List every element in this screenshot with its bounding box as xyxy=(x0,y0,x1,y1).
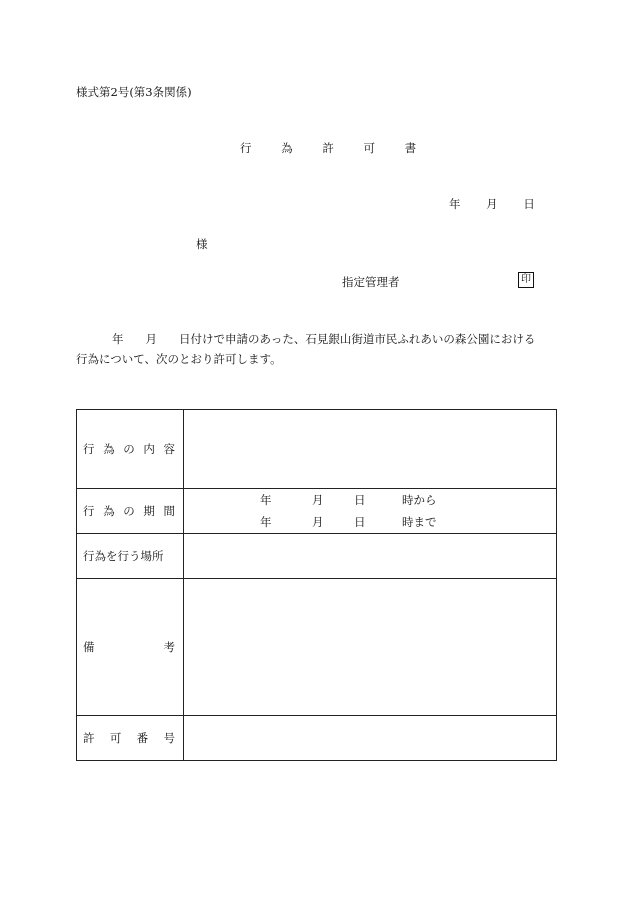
title-char: 可 xyxy=(363,141,375,155)
form-number: 様式第2号(第3条関係) xyxy=(76,85,192,99)
label-char: 番 xyxy=(136,731,149,745)
label-char: 為 xyxy=(103,442,115,456)
from-month: 月 xyxy=(312,493,324,507)
to-suffix: 時まで xyxy=(402,515,437,529)
period-from xyxy=(184,489,556,511)
date-year: 年 xyxy=(449,197,461,211)
to-day: 日 xyxy=(354,515,366,529)
value-permit-number[interactable] xyxy=(184,716,557,761)
statement-year: 年 xyxy=(112,332,124,346)
seal-mark: 印 xyxy=(518,272,534,288)
title-char: 為 xyxy=(281,141,293,155)
label-char: 内 xyxy=(143,442,155,456)
label-char: の xyxy=(123,504,135,518)
issue-date xyxy=(449,196,535,212)
label-char: 備 xyxy=(83,640,95,654)
label-remarks xyxy=(77,579,184,716)
permit-details-table xyxy=(76,409,557,761)
label-char: 号 xyxy=(163,731,175,745)
value-remarks[interactable] xyxy=(184,579,557,716)
statement-month: 月 xyxy=(145,332,157,346)
label-period xyxy=(77,489,184,534)
permit-statement xyxy=(76,329,558,369)
date-day: 日 xyxy=(523,197,535,211)
label-char: 行 xyxy=(83,442,95,456)
label-content xyxy=(77,410,184,489)
label-char: 行 xyxy=(83,504,95,518)
to-year: 年 xyxy=(260,515,272,529)
from-suffix: 時から xyxy=(402,493,437,507)
statement-line-2: 行為について、次のとおり許可します。 xyxy=(76,352,282,366)
label-char: 考 xyxy=(163,640,175,654)
title-char: 書 xyxy=(404,141,417,155)
label-place xyxy=(77,534,184,579)
label-char: 期 xyxy=(143,504,155,518)
to-month: 月 xyxy=(312,515,324,529)
period-to xyxy=(184,511,556,533)
label-char: 可 xyxy=(109,731,122,745)
value-place[interactable] xyxy=(184,534,557,579)
statement-line-1 xyxy=(76,329,558,349)
value-period[interactable] xyxy=(184,489,557,534)
row-place xyxy=(77,534,557,579)
addressee-suffix: 様 xyxy=(196,237,208,251)
label-char: の xyxy=(123,442,135,456)
document-title xyxy=(240,140,442,156)
label-char: 為 xyxy=(103,504,115,518)
place-label-text: 行為を行う場所 xyxy=(83,549,164,563)
statement-line1-text: 日付けで申請のあった、石見銀山街道市民ふれあいの森公園における xyxy=(179,332,536,346)
date-month: 月 xyxy=(486,197,498,211)
row-permit-number xyxy=(77,716,557,761)
label-permit-number xyxy=(77,716,184,761)
label-char: 許 xyxy=(83,731,95,745)
row-period xyxy=(77,489,557,534)
label-char: 間 xyxy=(163,504,175,518)
label-char: 容 xyxy=(163,442,175,456)
value-content[interactable] xyxy=(184,410,557,489)
from-day: 日 xyxy=(354,493,366,507)
manager-label: 指定管理者 xyxy=(342,275,400,289)
row-remarks xyxy=(77,579,557,716)
title-char: 許 xyxy=(322,141,334,155)
title-char: 行 xyxy=(240,141,252,155)
row-content xyxy=(77,410,557,489)
from-year: 年 xyxy=(260,493,272,507)
